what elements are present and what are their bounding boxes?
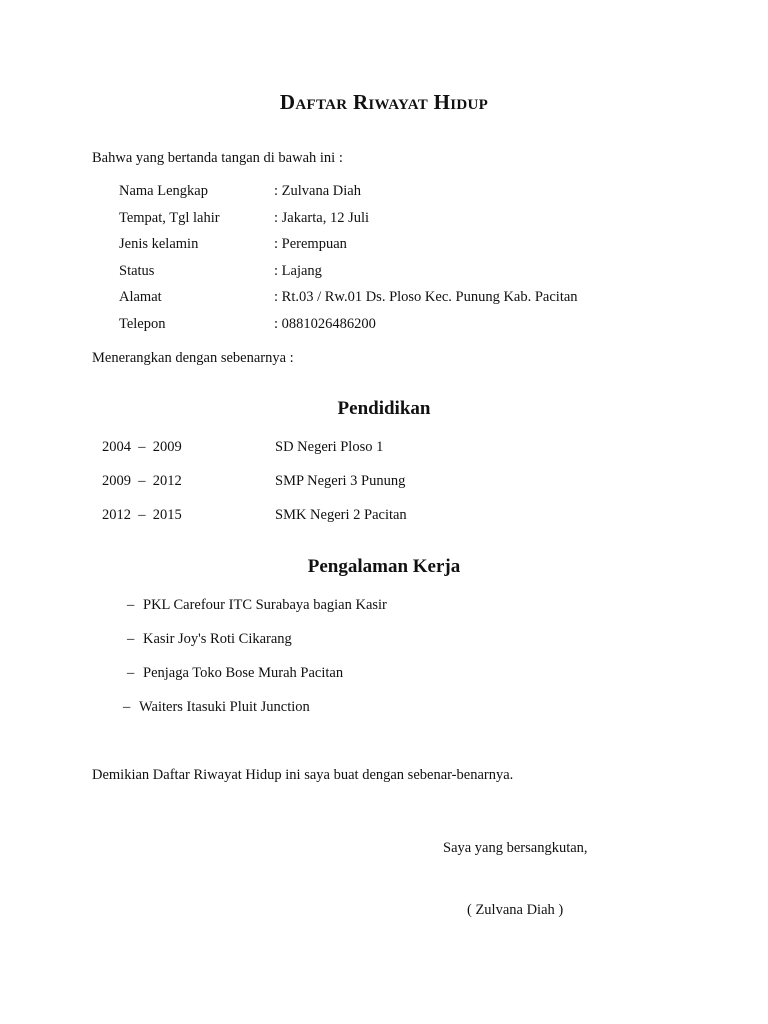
dash-bullet: – (127, 665, 135, 681)
dash-bullet: – (123, 699, 131, 715)
signature-line: Saya yang bersangkutan, (443, 840, 588, 856)
experience-item (123, 698, 310, 716)
experience-item (127, 630, 292, 648)
personal-label: Status (119, 263, 155, 279)
education-years: 2009 – 2012 (102, 473, 182, 489)
personal-label: Alamat (119, 289, 162, 305)
personal-value: : 0881026486200 (274, 316, 376, 332)
document-title: Daftar Riwayat Hidup (279, 90, 489, 114)
intro-text: Bahwa yang bertanda tangan di bawah ini : (92, 150, 343, 166)
education-years: 2004 – 2009 (102, 439, 182, 455)
experience-text: PKL Carefour ITC Surabaya bagian Kasir (143, 597, 387, 613)
personal-value: : Rt.03 / Rw.01 Ds. Ploso Kec. Punung Kab. Pacitan (274, 289, 578, 305)
personal-value: : Perempuan (274, 236, 347, 252)
education-school: SMK Negeri 2 Pacitan (275, 507, 407, 523)
experience-text: Kasir Joy's Roti Cikarang (143, 631, 292, 647)
personal-value: : Zulvana Diah (274, 183, 361, 199)
signature-name: ( Zulvana Diah ) (467, 902, 564, 918)
personal-label: Telepon (119, 316, 166, 332)
dash-bullet: – (127, 597, 135, 613)
statement-text: Menerangkan dengan sebenarnya : (92, 350, 294, 366)
personal-label: Jenis kelamin (119, 236, 199, 252)
personal-value: : Jakarta, 12 Juli (274, 210, 370, 226)
experience-item (127, 596, 387, 614)
education-heading: Pendidikan (337, 398, 431, 419)
experience-heading: Pengalaman Kerja (307, 556, 461, 577)
education-years: 2012 – 2015 (102, 507, 182, 523)
closing-text: Demikian Daftar Riwayat Hidup ini saya buat dengan sebenar-benarnya. (92, 767, 514, 783)
education-school: SMP Negeri 3 Punung (275, 473, 406, 489)
experience-item (127, 664, 343, 682)
education-school: SD Negeri Ploso 1 (275, 439, 384, 455)
dash-bullet: – (127, 631, 135, 647)
personal-value: : Lajang (274, 263, 322, 279)
personal-label: Tempat, Tgl lahir (119, 210, 220, 226)
personal-label: Nama Lengkap (119, 183, 208, 199)
experience-text: Waiters Itasuki Pluit Junction (139, 699, 310, 715)
experience-text: Penjaga Toko Bose Murah Pacitan (143, 665, 344, 681)
